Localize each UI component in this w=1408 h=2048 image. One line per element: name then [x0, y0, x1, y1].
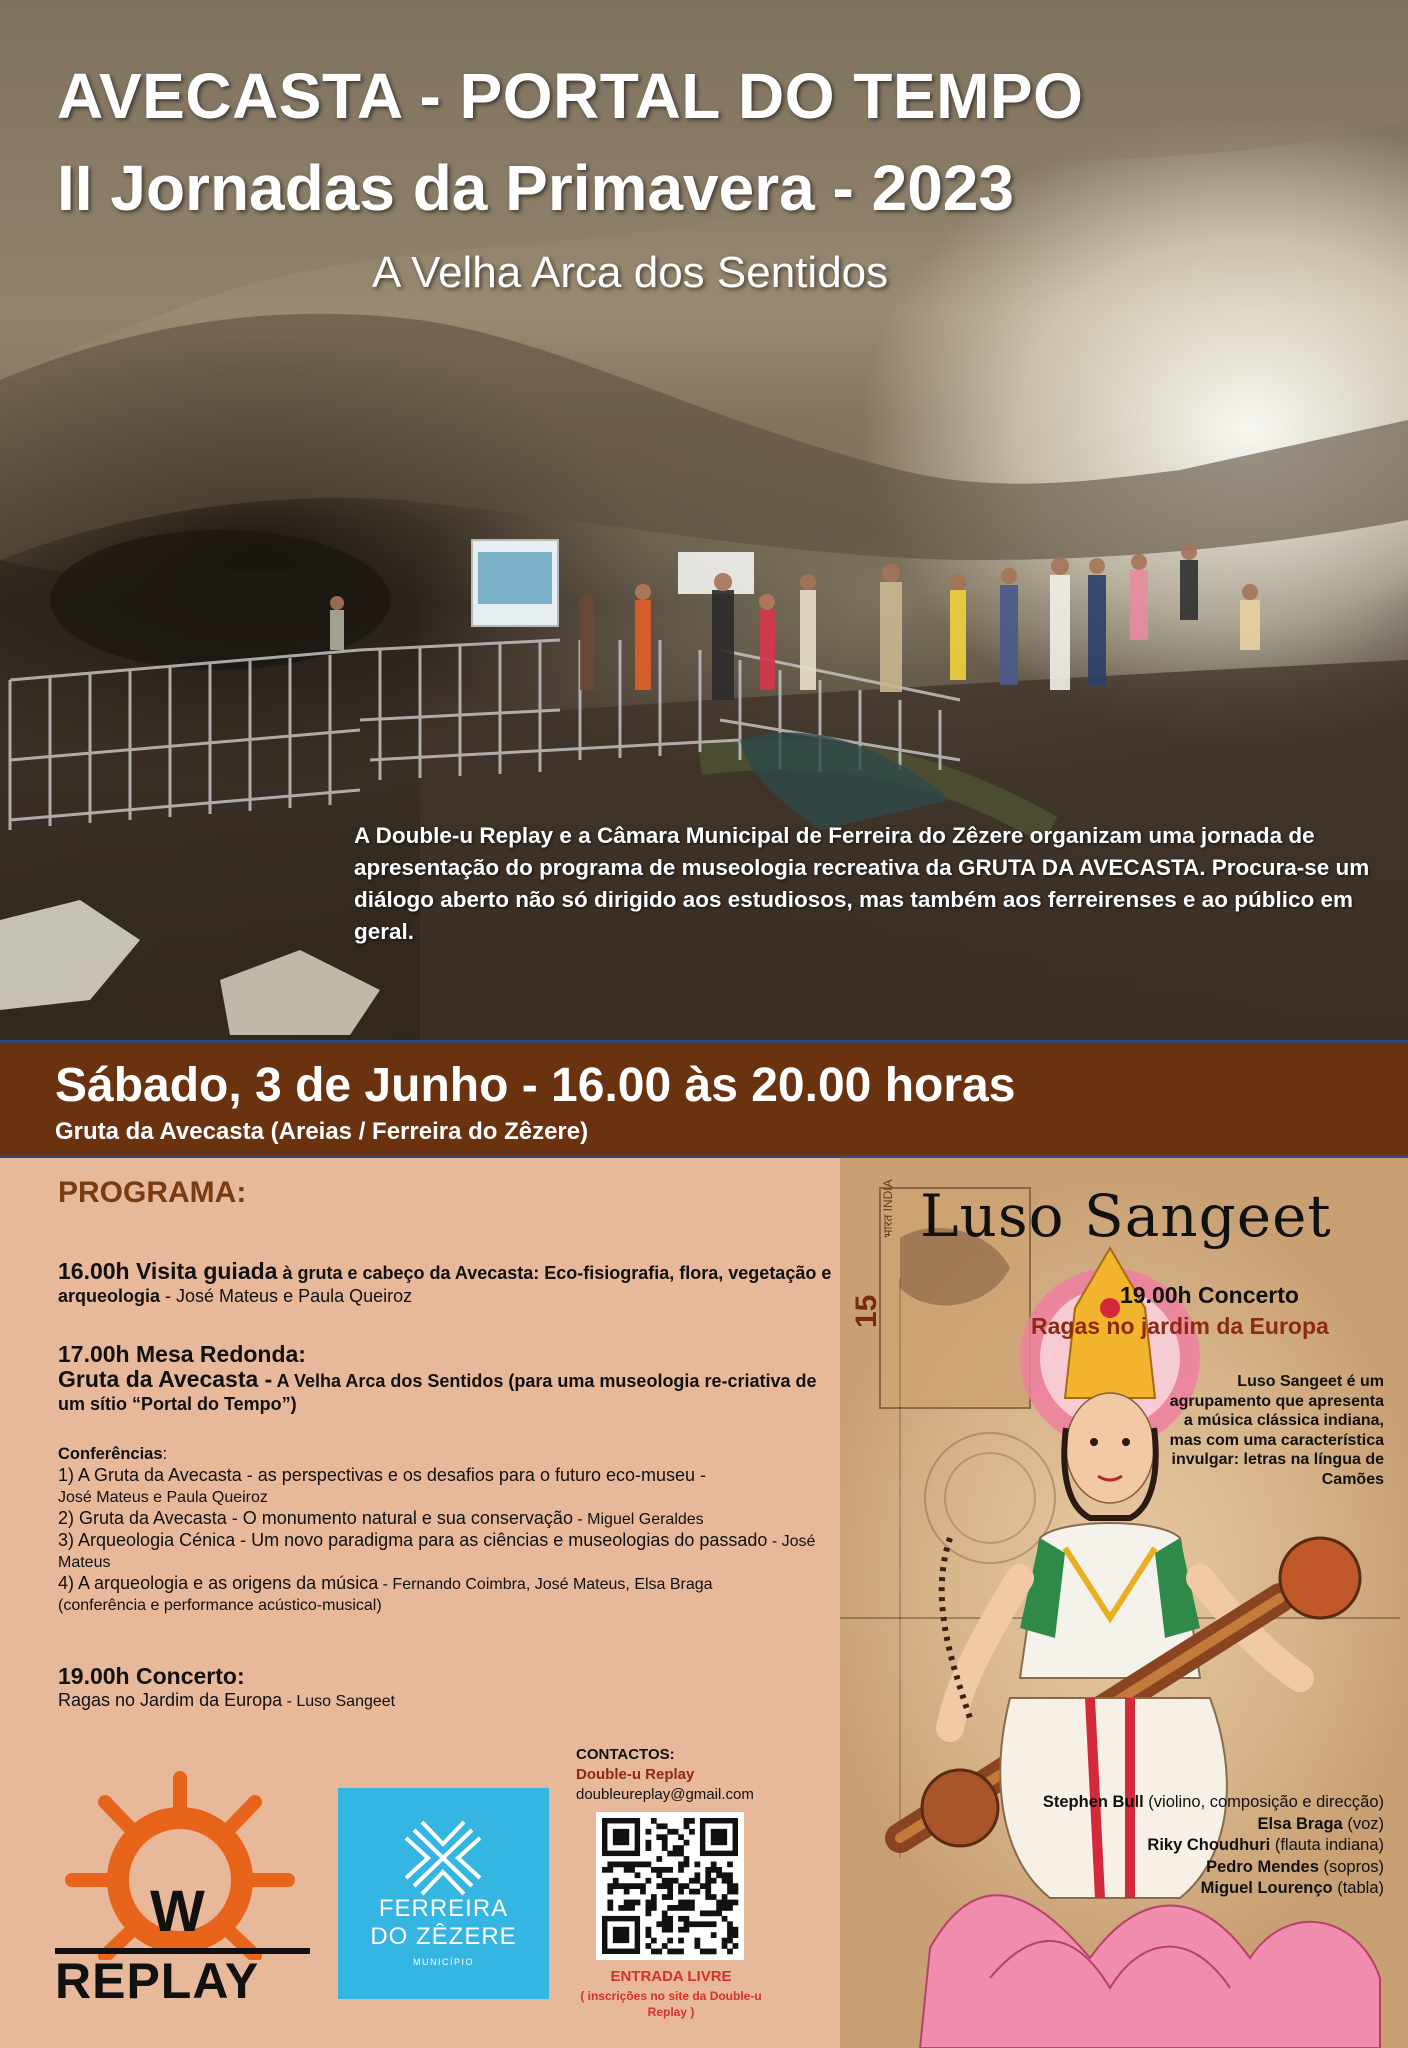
- concert-name: Ragas no jardim da Europa: [1031, 1313, 1329, 1339]
- program-item-visita: [58, 1260, 848, 1308]
- wreplay-text: REPLAY: [55, 1953, 260, 2009]
- qr-code-icon: [596, 1812, 744, 1960]
- concert-time: 19.00h Concerto: [1120, 1282, 1299, 1308]
- event-date-time: Sábado, 3 de Junho - 16.00 às 20.00 horas: [55, 1059, 1016, 1112]
- musicians-list: [960, 1792, 1384, 1900]
- program-item-mesa: [58, 1340, 848, 1416]
- stamp-number: 15: [850, 1294, 883, 1328]
- stamp-text: भारत INDIA: [881, 1179, 895, 1238]
- band-description: Luso Sangeet é um agrupamento que apresenta a música clássica indiana, mas com uma característica invulgar: letras na língua de Camões: [1169, 1373, 1384, 1488]
- event-subtitle: A Velha Arca dos Sentidos: [372, 248, 889, 297]
- mesa-sub-desc: A Velha Arca dos Sentidos (para uma museologia re-criativa de um sítio “Portal do Tempo”): [58, 1371, 817, 1414]
- qr-code[interactable]: [596, 1812, 744, 1960]
- visita-people: - José Mateus e Paula Queiroz: [160, 1286, 413, 1306]
- main-title: AVECASTA - PORTAL DO TEMPO: [57, 60, 1084, 132]
- free-entry-label: ENTRADA LIVRE: [610, 1968, 732, 1985]
- mesa-heading: 17.00h Mesa Redonda:: [58, 1341, 306, 1367]
- mesa-subtitle: [58, 1368, 838, 1416]
- program-item-concerto: [58, 1662, 848, 1711]
- musician-credit: Pedro Mendes (sopros): [1206, 1857, 1384, 1876]
- visita-desc: à gruta e cabeço da Avecasta: Eco-fisiografia, flora, vegetação e arqueologia: [58, 1263, 832, 1306]
- event-location: Gruta da Avecasta (Areias / Ferreira do Zêzere): [55, 1118, 589, 1145]
- concerto-heading: 19.00h Concerto:: [58, 1663, 245, 1689]
- wreplay-w: W: [150, 1879, 205, 1944]
- conferencias-label: Conferências:: [58, 1445, 168, 1463]
- ferreira-name: FERREIRA DO ZÊZERE: [370, 1895, 517, 1950]
- contacts-email[interactable]: doubleureplay@gmail.com: [576, 1786, 754, 1803]
- conferencia-item: 3) Arqueologia Cénica - Um novo paradigma para as ciências e museologias do passado - José Mateus: [58, 1530, 816, 1571]
- contacts-heading: CONTACTOS:: [576, 1746, 675, 1763]
- conferencias-block: [58, 1444, 848, 1616]
- musician-credit: Elsa Braga (voz): [1257, 1814, 1384, 1833]
- registration-note: ( inscrições no site da Double-u Replay ): [580, 1989, 762, 2019]
- musician-credit: Riky Choudhuri (flauta indiana): [1147, 1836, 1384, 1854]
- band-title: Luso Sangeet: [920, 1182, 1332, 1250]
- visita-heading: 16.00h Visita guiada: [58, 1258, 278, 1284]
- ferreira-zezere-logo: [338, 1788, 549, 1999]
- program-title: PROGRAMA:: [58, 1176, 247, 1209]
- mesa-sub-heading: Gruta da Avecasta -: [58, 1366, 273, 1392]
- musician-credit: Stephen Bull (violino, composição e direcção): [1042, 1793, 1384, 1811]
- musician-credit: Miguel Lourenço (tabla): [1200, 1879, 1384, 1897]
- contacts-org: Double-u Replay: [576, 1766, 695, 1783]
- concerto-desc: Ragas no Jardim da Europa - Luso Sangeet: [58, 1690, 396, 1710]
- conferencia-item: 4) A arqueologia e as origens da música - Fernando Coimbra, José Mateus, Elsa Braga (conferência e performance acústico-musical): [58, 1573, 713, 1614]
- conferencia-item: 2) Gruta da Avecasta - O monumento natural e sua conservação - Miguel Geraldes: [58, 1508, 704, 1528]
- conferencia-item: 1) A Gruta da Avecasta - as perspectivas e os desafios para o futuro eco-museu - José Mateus e Paula Queiroz: [58, 1465, 707, 1506]
- ferreira-sub: MUNICÍPIO: [412, 1957, 474, 1967]
- intro-paragraph: A Double-u Replay e a Câmara Municipal de Ferreira do Zêzere organizam uma jornada de apresentação do programa de museologia recreativa da GRUTA DA AVECASTA. Procura-se um diálogo aberto não só dirigido aos estudiosos, mas também aos ferreirenses e ao público em geral.: [354, 823, 1370, 944]
- ferreira-emblem-icon: [338, 1788, 549, 1999]
- event-edition-title: II Jornadas da Primavera - 2023: [57, 152, 1014, 224]
